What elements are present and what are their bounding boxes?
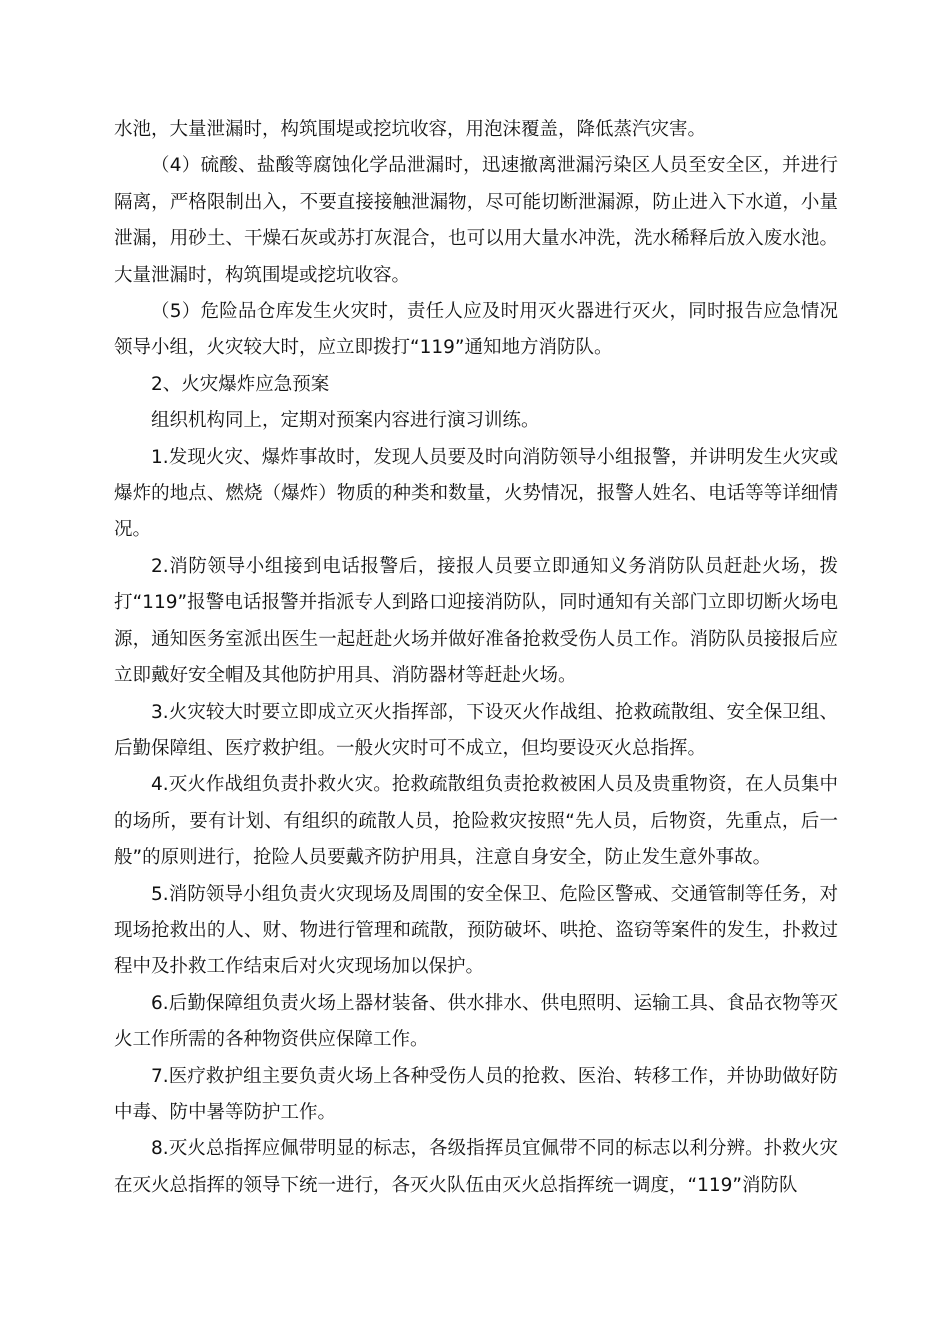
- document-body: [114, 112, 838, 1204]
- paragraph-2: （4）硫酸、盐酸等腐蚀化学品泄漏时，迅速撤离泄漏污染区人员至安全区，并进行隔离，严格限制出入，不要直接接触泄漏物，尽可能切断泄漏源，防止进入下水道，小量泄漏，用砂土、干燥石灰或苏打灰混合，也可以用大量水冲洗，洗水稀释后放入废水池。大量泄漏时，构筑围堤或挖坑收容。: [114, 155, 838, 286]
- section-heading: 2、火灾爆炸应急预案: [151, 373, 330, 395]
- paragraph-13: 8.灭火总指挥应佩带明显的标志，各级指挥员宜佩带不同的标志以利分辨。扑救火灾在灭火总指挥的领导下统一进行，各灭火队伍由灭火总指挥统一调度，“119”消防队: [114, 1138, 838, 1196]
- paragraph-1: 水池，大量泄漏时，构筑围堤或挖坑收容，用泡沫覆盖，降低蒸汽灾害。: [114, 119, 707, 140]
- paragraph-5: 组织机构同上，定期对预案内容进行演习训练。: [151, 410, 540, 432]
- paragraph-8: 3.火灾较大时要立即成立灭火指挥部，下设灭火作战组、抢救疏散组、安全保卫组、后勤保障组、医疗救护组。一般火灾时可不成立，但均要设灭火总指挥。: [114, 701, 838, 759]
- paragraph-11: 6.后勤保障组负责火场上器材装备、供水排水、供电照明、运输工具、食品衣物等灭火工作所需的各种物资供应保障工作。: [114, 992, 838, 1051]
- paragraph-6: 1.发现火灾、爆炸事故时，发现人员要及时向消防领导小组报警，并讲明发生火灾或爆炸的地点、燃烧（爆炸）物质的种类和数量，火势情况，报警人姓名、电话等等详细情况。: [114, 446, 838, 541]
- paragraph-3: （5）危险品仓库发生火灾时，责任人应及时用灭火器进行灭火，同时报告应急情况领导小组，火灾较大时，应立即拨打“119”通知地方消防队。: [114, 301, 838, 359]
- paragraph-12: 7.医疗救护组主要负责火场上各种受伤人员的抢救、医治、转移工作，并协助做好防中毒、防中暑等防护工作。: [114, 1065, 838, 1123]
- paragraph-10: 5.消防领导小组负责火灾现场及周围的安全保卫、危险区警戒、交通管制等任务，对现场抢救出的人、财、物进行管理和疏散，预防破坏、哄抢、盗窃等案件的发生，扑救过程中及扑救工作结束后对火灾现场加以保护。: [114, 883, 838, 978]
- paragraph-7: 2.消防领导小组接到电话报警后，接报人员要立即通知义务消防队员赶赴火场，拨打“119”报警电话报警并指派专人到路口迎接消防队，同时通知有关部门立即切断火场电源，通知医务室派出医生一起赶赴火场并做好准备抢救受伤人员工作。消防队员接报后应立即戴好安全帽及其他防护用具、消防器材等赶赴火场。: [114, 555, 838, 687]
- paragraph-9: 4.灭火作战组负责扑救火灾。抢救疏散组负责抢救被困人员及贵重物资，在人员集中的场所，要有计划、有组织的疏散人员，抢险救灾按照“先人员，后物资，先重点，后一般”的原则进行，抢险人员要戴齐防护用具，注意自身安全，防止发生意外事故。: [114, 774, 838, 869]
